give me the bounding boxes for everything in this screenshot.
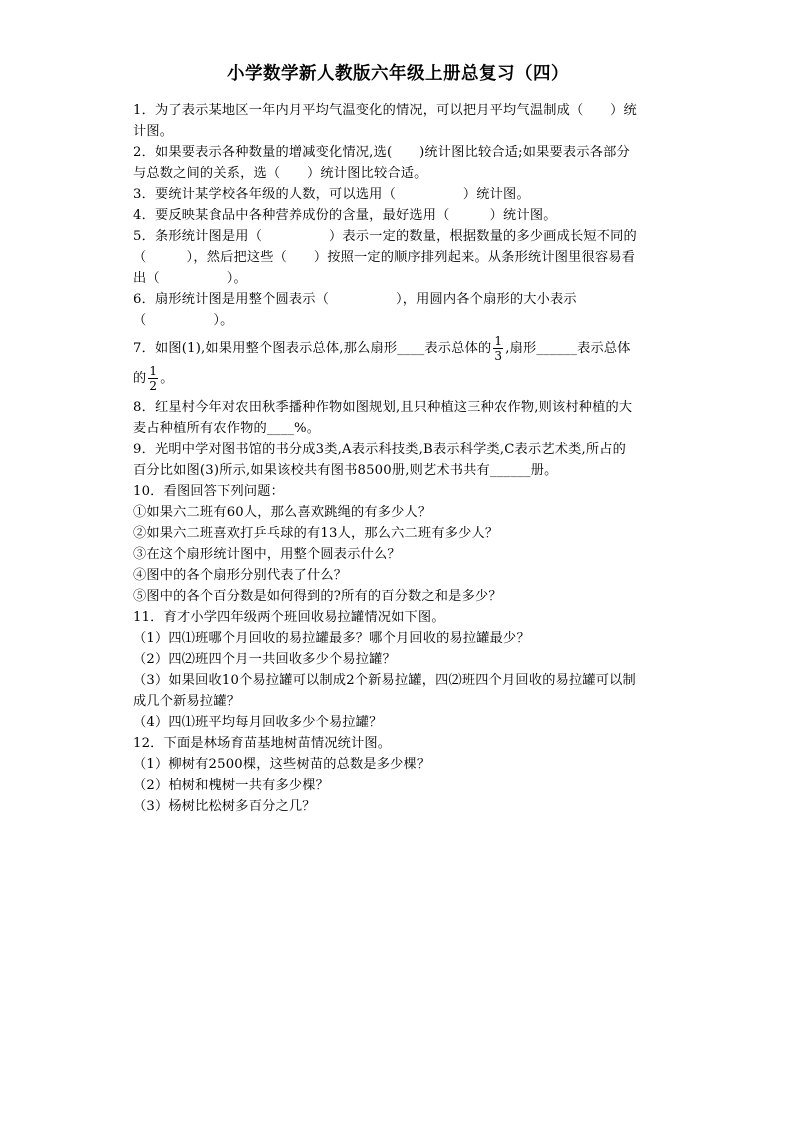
q7-text-a: 7．如图(1),如果用整个图表示总体,那么扇形____表示总体的 bbox=[133, 341, 492, 356]
question-line: 成几个新易拉罐？ bbox=[133, 694, 241, 709]
question-7-line-2 bbox=[133, 364, 663, 394]
question-line: （ ）。 bbox=[133, 313, 234, 328]
q7-text-c: 的 bbox=[133, 371, 147, 386]
question-line: 8．红星村今年对农田秋季播种作物如图规划,且只种植这三种农作物,则该村种植的大 bbox=[133, 400, 633, 415]
question-line: 4．要反映某食品中各种营养成份的含量，最好选用（ ）统计图。 bbox=[133, 208, 557, 223]
question-line: ①如果六二班有60人，那么喜欢跳绳的有多少人？ bbox=[133, 505, 432, 520]
question-7-line-1 bbox=[133, 334, 663, 364]
question-line: 3．要统计某学校各年级的人数，可以选用（ ）统计图。 bbox=[133, 187, 530, 202]
question-line: ④图中的各个扇形分别代表了什么？ bbox=[133, 568, 348, 583]
question-line: （2）柏树和槐树一共有多少棵？ bbox=[133, 778, 330, 793]
fraction-numerator: 1 bbox=[494, 334, 503, 348]
question-line: 10．看图回答下列问题： bbox=[133, 484, 285, 499]
question-line: （ ），然后把这些（ ）按照一定的顺序排列起来。从条形统计图里很容易看 bbox=[133, 250, 636, 265]
q7-text-b: ,扇形______表示总体 bbox=[505, 341, 631, 356]
question-line: （2）四⑵班四个月一共回收多少个易拉罐？ bbox=[133, 652, 396, 667]
question-line: （3）杨树比松树多百分之几？ bbox=[133, 799, 316, 814]
question-line: 1．为了表示某地区一年内月平均气温变化的情况，可以把月平均气温制成（ ）统 bbox=[133, 103, 637, 118]
fraction-numerator: 1 bbox=[149, 364, 158, 378]
question-line: （1）柳树有2500棵，这些树苗的总数是多少棵？ bbox=[133, 757, 431, 772]
fraction-one-third bbox=[493, 334, 503, 363]
q7-text-d: 。 bbox=[160, 371, 174, 386]
question-line: 与总数之间的关系，选（ ）统计图比较合适。 bbox=[133, 166, 428, 181]
question-line: 计图。 bbox=[133, 124, 174, 139]
question-line: 6．扇形统计图是用整个圆表示（ ），用圆内各个扇形的大小表示 bbox=[133, 292, 577, 307]
question-line: （3）如果回收10个易拉罐可以制成2个新易拉罐，四⑵班四个月回收的易拉罐可以制 bbox=[133, 673, 636, 688]
fraction-denominator: 3 bbox=[494, 349, 503, 363]
fraction-one-half bbox=[148, 364, 158, 393]
question-line: 5．条形统计图是用（ ）表示一定的数量，根据数量的多少画成长短不同的 bbox=[133, 229, 637, 244]
question-line: ③在这个扇形统计图中，用整个圆表示什么？ bbox=[133, 547, 401, 562]
page-title: 小学数学新人教版六年级上册总复习（四） bbox=[227, 64, 569, 84]
question-line: 麦占种植所有农作物的____%。 bbox=[133, 421, 321, 436]
worksheet-page bbox=[133, 62, 663, 817]
question-line: 12．下面是林场育苗基地树苗情况统计图。 bbox=[133, 736, 392, 751]
question-line: 出（ ）。 bbox=[133, 271, 247, 286]
question-line: 11．育才小学四年级两个班回收易拉罐情况如下图。 bbox=[133, 610, 445, 625]
question-line: ②如果六二班喜欢打乒乓球的有13人，那么六二班有多少人？ bbox=[133, 526, 499, 541]
question-line: （4）四⑴班平均每月回收多少个易拉罐？ bbox=[133, 715, 383, 730]
question-line: ⑤图中的各个百分数是如何得到的?所有的百分数之和是多少？ bbox=[133, 589, 502, 604]
fraction-denominator: 2 bbox=[149, 379, 158, 393]
question-line: 2．如果要表示各种数量的增减变化情况,选( )统计图比较合适;如果要表示各部分 bbox=[133, 145, 630, 160]
question-line: 百分比如图(3)所示,如果该校共有图书8500册,则艺术书共有______册。 bbox=[133, 463, 558, 478]
question-line: （1）四⑴班哪个月回收的易拉罐最多？哪个月回收的易拉罐最少？ bbox=[133, 631, 530, 646]
question-line: 9．光明中学对图书馆的书分成3类,A表示科技类,B表示科学类,C表示艺术类,所占的 bbox=[133, 442, 627, 457]
